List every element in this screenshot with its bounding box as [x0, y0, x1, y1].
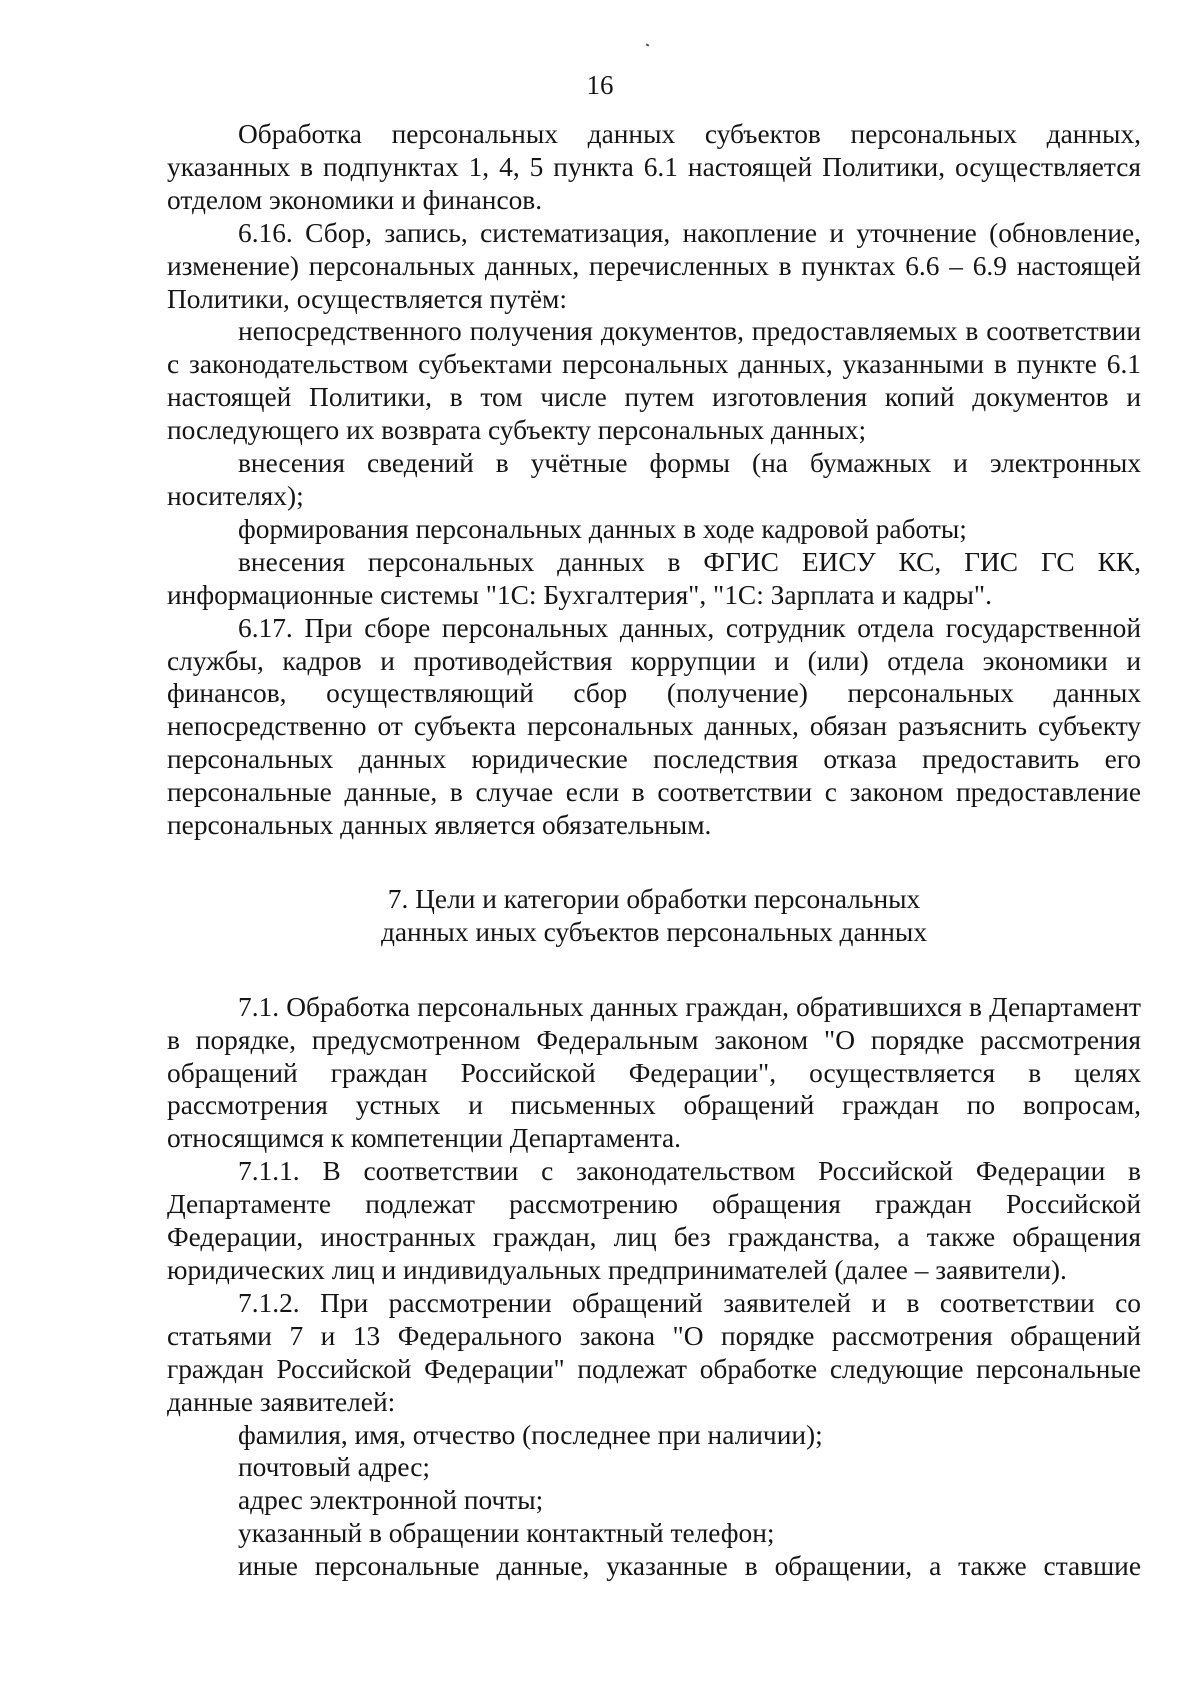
list-item: адрес электронной почты; — [238, 1485, 544, 1516]
paragraph: 7.1.2. При рассмотрении обращений заявителей и в соответствии со статьями 7 и 13 Федерального закона "О порядке рассмотрения обращений граждан Российской Федерации" подлежат обработке следующие персональные данные заявителей: — [167, 1287, 1141, 1417]
paragraph: внесения сведений в учётные формы (на бумажных и электронных носителях); — [167, 448, 1141, 511]
paragraph: 6.17. При сборе персональных данных, сотрудник отдела государственной службы, кадров и противодействия коррупции и (или) отдела экономики и финансов, осуществляющий сбор (получение) персональных данных непосредственно от субъекта персональных данных, обязан разъяснить субъекту персональных данных юридические последствия отказа предоставить его персональные данные, в случае если в соответствии с законом предоставление персональных данных является обязательным. — [167, 612, 1141, 841]
section-heading-line: данных иных субъектов персональных данных — [380, 916, 928, 947]
document-body — [167, 118, 1141, 1583]
section-heading — [167, 883, 1141, 949]
paragraph: внесения персональных данных в ФГИС ЕИСУ КС, ГИС ГС КК, информационные системы "1С: Бухгалтерия", "1С: Зарплата и кадры". — [167, 546, 1141, 610]
section-heading-line: 7. Цели и категории обработки персональных — [387, 883, 921, 914]
list-item: указанный в обращении контактный телефон; — [238, 1518, 775, 1549]
scan-artifact — [646, 43, 650, 46]
paragraph: 7.1.1. В соответствии с законодательством Российской Федерации в Департаменте подлежат рассмотрению обращения граждан Российской Федерации, иностранных граждан, лиц без гражданства, а также обращения юридических лиц и индивидуальных предпринимателей (далее – заявители). — [167, 1156, 1141, 1285]
paragraph: непосредственного получения документов, предоставляемых в соответствии с законодательством субъектами персональных данных, указанными в пункте 6.1 настоящей Политики, в том числе путем изготовления копий документов и последующего их возврата субъекту персональных данных; — [167, 316, 1141, 446]
page-number: 16 — [586, 70, 614, 100]
paragraph: 6.16. Сбор, запись, систематизация, накопление и уточнение (обновление, изменение) персональных данных, перечисленных в пунктах 6.6 – 6.9 настоящей Политики, осуществляется путём: — [167, 217, 1141, 314]
list-item: фамилия, имя, отчество (последнее при наличии); — [238, 1419, 823, 1450]
paragraph: формирования персональных данных в ходе кадровой работы; — [238, 513, 967, 544]
paragraph: 7.1. Обработка персональных данных граждан, обратившихся в Департамент в порядке, предусмотренном Федеральным законом "О порядке рассмотрения обращений граждан Российской Федерации", осуществляется в целях рассмотрения устных и письменных обращений граждан по вопросам, относящимся к компетенции Департамента. — [167, 991, 1141, 1154]
list-item: почтовый адрес; — [238, 1452, 430, 1483]
paragraph: Обработка персональных данных субъектов персональных данных, указанных в подпунктах 1, 4, 5 пункта 6.1 настоящей Политики, осуществляется отделом экономики и финансов. — [167, 119, 1141, 215]
list-item: иные персональные данные, указанные в обращении, а также ставшие — [238, 1551, 1141, 1582]
